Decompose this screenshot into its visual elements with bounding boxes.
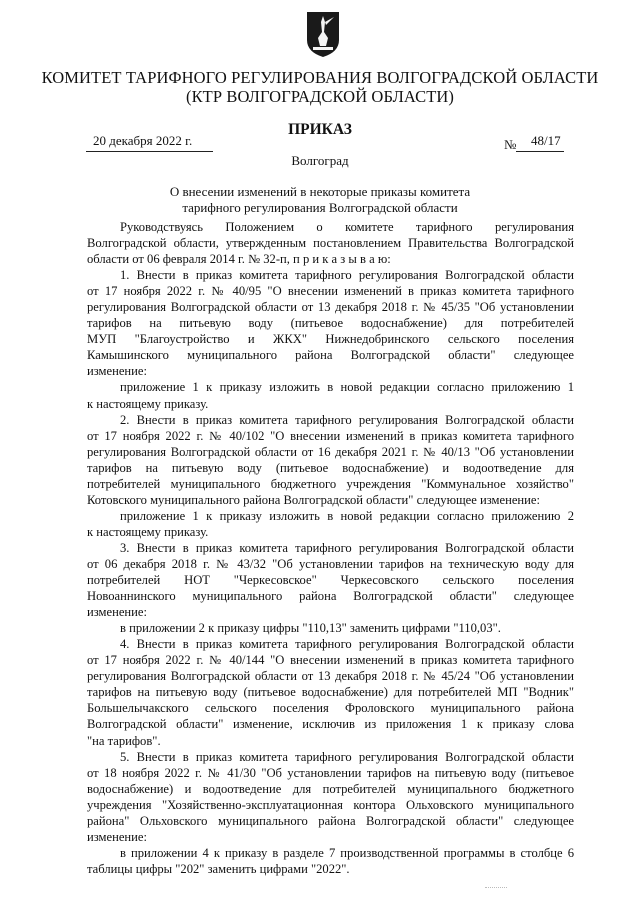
body-line: учреждения "Хозяйственно-эксплуатационная контора Ольховского муниципального	[87, 797, 574, 812]
date-underline	[86, 151, 213, 152]
body-line: Камышинского муниципального района Волгоградской области" следующее	[87, 348, 574, 363]
body-line: от 17 ноября 2022 г. № 40/95 "О внесении изменений в приказ комитета тарифного	[87, 284, 574, 299]
body-line: 1. Внести в приказ комитета тарифного регулирования Волгоградской области	[120, 268, 574, 283]
body-line: регулирования Волгоградской области от 16 декабря 2021 г. № 40/13 "Об установлении	[87, 444, 574, 459]
body-line: в приложении 2 к приказу цифры "110,13" заменить цифрами "110,03".	[120, 621, 501, 636]
subject-line: О внесении изменений в некоторые приказы комитета	[169, 184, 471, 199]
document-date: 20 декабря 2022 г.	[93, 133, 193, 148]
subject-line: тарифного регулирования Волгоградской области	[182, 200, 458, 215]
body-line: Волгоградской области, утвержденным постановлением Правительства Волгоградской	[87, 236, 574, 251]
body-line: "на тарифов".	[87, 733, 161, 748]
body-line: от 17 ноября 2022 г. № 40/144 "О внесении изменений в приказ комитета тарифного	[87, 653, 574, 668]
document-city: Волгоград	[291, 153, 349, 168]
organization-abbreviation: (КТР ВОЛГОГРАДСКОЙ ОБЛАСТИ)	[185, 87, 454, 106]
body-line: тарифов на питьевую воду (питьевое водоснабжение) и водоотведение для	[87, 460, 574, 475]
body-line: изменение:	[87, 605, 147, 620]
document-number: 48/17	[531, 133, 561, 148]
body-line: изменение:	[87, 364, 147, 379]
body-line: Руководствуясь Положением о комитете тарифного регулирования	[120, 220, 574, 234]
body-line: к настоящему приказу.	[87, 524, 209, 539]
number-label: №	[504, 137, 517, 152]
body-line: Котовского муниципального района Волгоградской области" следующее изменение:	[87, 492, 540, 507]
body-line: 2. Внести в приказ комитета тарифного регулирования Волгоградской области	[120, 412, 574, 427]
body-line: приложение 1 к приказу изложить в новой редакции согласно приложению 1	[120, 380, 574, 395]
number-underline	[516, 151, 564, 152]
body-line: 5. Внести в приказ комитета тарифного регулирования Волгоградской области	[120, 749, 574, 764]
body-line: от 17 ноября 2022 г. № 40/102 "О внесении изменений в приказ комитета тарифного	[87, 428, 574, 443]
body-line: тарифов на питьевую воду (питьевое водоснабжение) для потребителей	[87, 316, 574, 331]
body-line: Волгоградской области" изменение, исключив из приложения 1 к приказу слова	[87, 717, 574, 732]
scan-mark	[485, 887, 507, 888]
body-line: приложение 1 к приказу изложить в новой редакции согласно приложению 2	[120, 508, 574, 523]
body-line: области от 06 февраля 2014 г. № 32-п, п р и к а з ы в а ю:	[87, 252, 391, 267]
body-line: Новоаннинского муниципального района Волгоградской области" следующее	[87, 589, 574, 604]
document-subject	[0, 184, 640, 216]
body-line: потребителей муниципального бюджетного учреждения "Коммунальное хозяйство"	[87, 476, 574, 491]
body-line: от 18 ноября 2022 г. № 41/30 "Об установлении тарифов на питьевую воду (питьевое	[87, 765, 574, 780]
document-body	[87, 219, 574, 877]
document-type: ПРИКАЗ	[288, 121, 352, 138]
organization-name: КОМИТЕТ ТАРИФНОГО РЕГУЛИРОВАНИЯ ВОЛГОГРАДСКОЙ ОБЛАСТИ	[41, 68, 599, 87]
body-line: 3. Внести в приказ комитета тарифного регулирования Волгоградской области	[120, 540, 574, 555]
body-line: водоснабжение) и водоотведение для потребителей муниципального бюджетного	[87, 781, 574, 796]
body-line: района" Ольховского муниципального района Волгоградской области" следующее	[87, 813, 574, 828]
body-line: Большелычакского сельского поселения Фроловского муниципального района	[87, 701, 574, 716]
body-line: МУП "Благоустройство и ЖКХ" Нижнедобринского сельского поселения	[87, 332, 574, 347]
body-line: регулирования Волгоградской области от 13 декабря 2018 г. № 45/24 "Об установлении	[87, 669, 574, 684]
body-line: тарифов на питьевую воду (питьевое водоснабжение) для потребителей МП "Водник"	[87, 685, 574, 700]
body-line: 4. Внести в приказ комитета тарифного регулирования Волгоградской области	[120, 637, 574, 652]
body-line: от 06 декабря 2018 г. № 43/32 "Об установлении тарифов на техническую воду для	[87, 556, 574, 571]
volgograd-emblem-icon	[305, 10, 341, 58]
body-line: потребителей НОТ "Черкесовское" Черкесовского сельского поселения	[87, 573, 574, 588]
body-line: к настоящему приказу.	[87, 396, 209, 411]
body-line: таблицы цифры "202" заменить цифрами "2022".	[87, 861, 350, 876]
body-line: регулирования Волгоградской области от 13 декабря 2018 г. № 45/35 "Об установлении	[87, 300, 574, 315]
body-line: в приложении 4 к приказу в разделе 7 производственной программы в столбце 6	[120, 845, 574, 860]
body-line: изменение:	[87, 829, 147, 844]
